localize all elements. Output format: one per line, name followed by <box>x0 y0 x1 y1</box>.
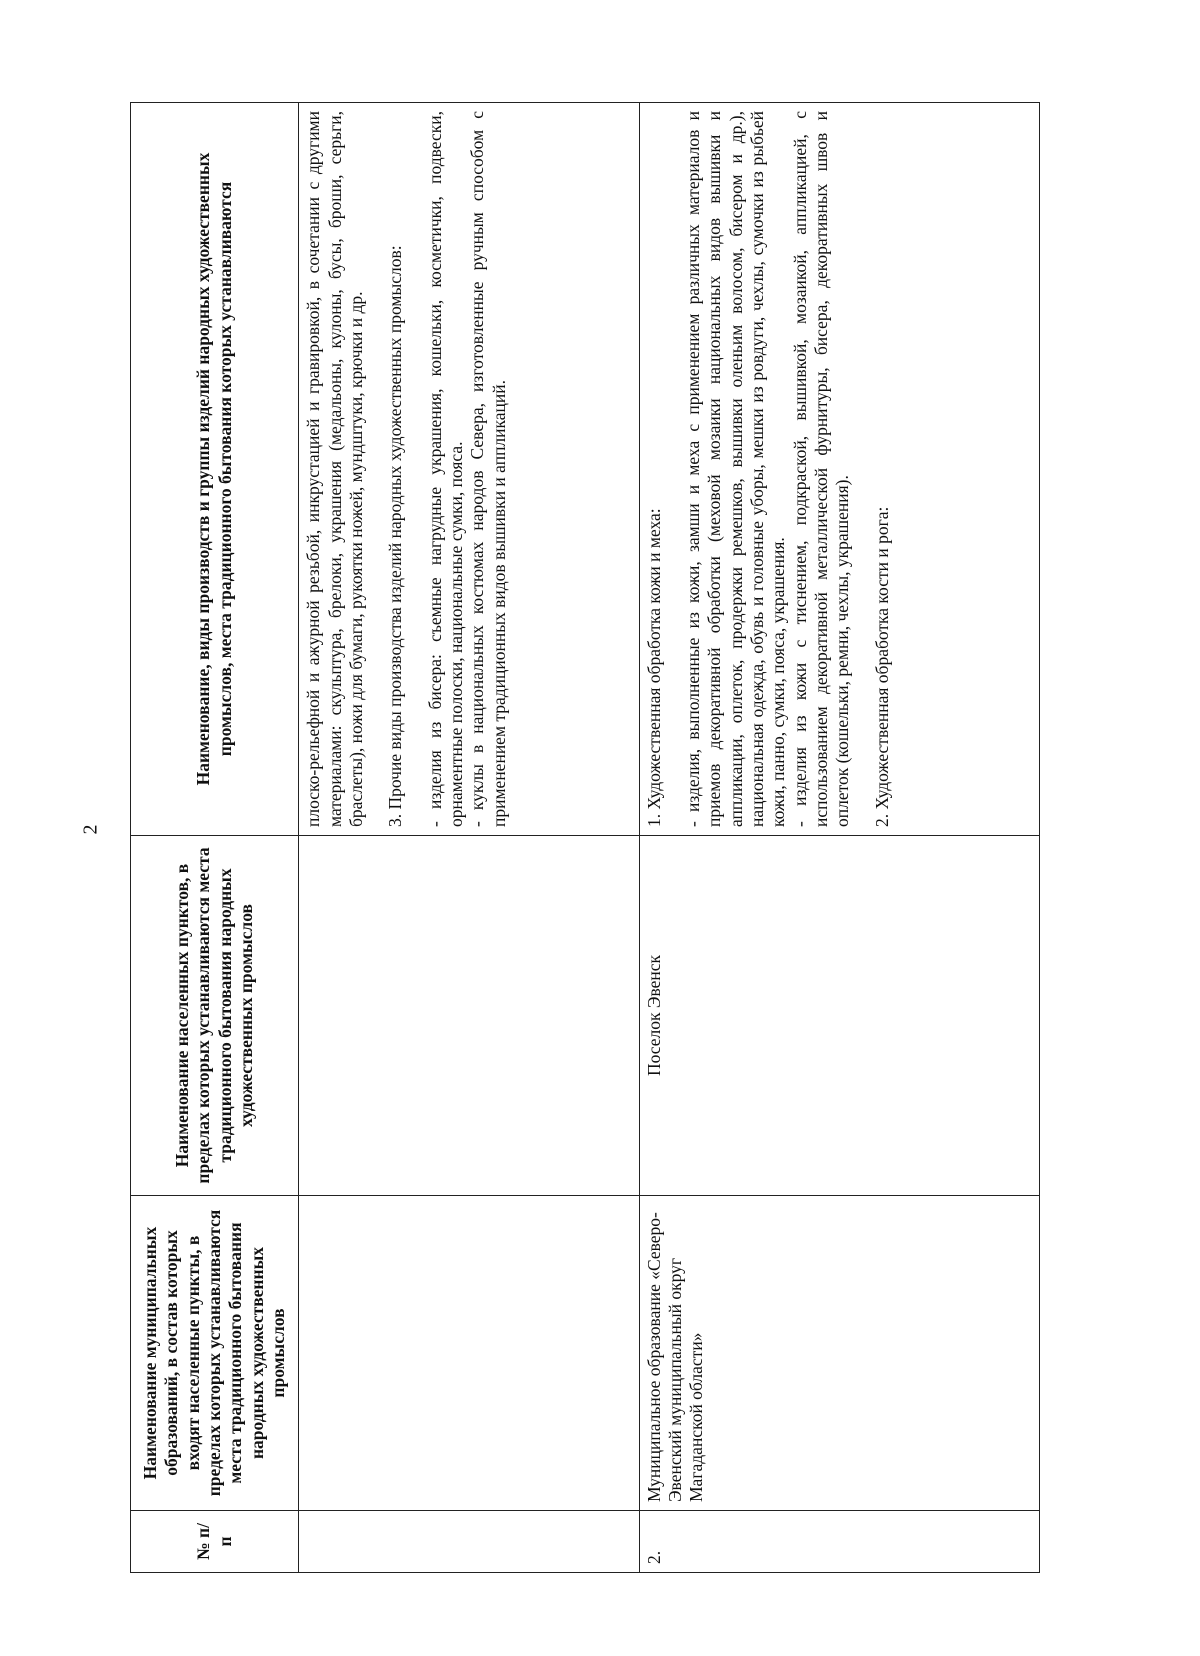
crafts-table <box>130 102 1040 1573</box>
row1-crafts-p2: 3. Прочие виды производства изделий народных художественных промыслов: <box>385 245 406 827</box>
table-row <box>639 103 1039 1573</box>
row1-crafts <box>299 103 639 836</box>
row2-crafts-p2: - изделия, выполненные из кожи, замши и меха с применением различных материалов и приемов декоративной обработки (меховой мозаики национальных видов вышивки и аппликации, оплеток, продержки ремешков, вышивки оленьим волосом, бисером и др.), национальная одежда, обувь и головные уборы, мешки из ровдуги, чехлы, сумочки из рыбьей кожи, панно, сумки, пояса, украшения. <box>682 111 789 827</box>
row1-settlement <box>299 836 639 1196</box>
row2-number: 2. <box>639 1511 1039 1573</box>
header-number: № п/п <box>131 1511 299 1573</box>
row1-crafts-p1: плоско-рельефной и ажурной резьбой, инкрустацией и гравировкой, в сочетании с другими материалами: скульптура, брелоки, украшения (медальоны, кулоны, бусы, броши, серьги, браслеты), ножи для бумаги, рукоятки ножей, мундштуки, крючки и др. <box>303 111 366 827</box>
row1-number <box>299 1511 639 1573</box>
row2-crafts-p3: - изделия из кожи с тиснением, подкраской, вышивкой, мозаикой, аппликацией, с использованием декоративной металлической фурнитуры, бисера, декоративных швов и оплеток (кошельки, ремни, чехлы, украшения). <box>789 111 853 827</box>
row2-crafts-p1: 1. Художественная обработка кожи и меха: <box>643 508 664 827</box>
header-crafts: Наименование, виды производств и группы изделий народных художественных промыслов, места традиционного бытования которых устанавливаются <box>131 103 299 836</box>
row2-crafts-p4: 2. Художественная обработка кости и рога: <box>871 506 892 827</box>
table-header-row <box>131 103 299 1573</box>
header-municipality: Наименование муниципальных образований, в состав которых входят населенные пункты, в пределах которых устанавливаются места традиционного бытования народных художественных промыслов <box>131 1196 299 1511</box>
row1-crafts-p4: - куклы в национальных костюмах народов Севера, изготовленные ручным способом с применением традиционных видов вышивки и аппликаций. <box>467 111 509 827</box>
row1-crafts-p3: - изделия из бисера: съемные нагрудные украшения, кошельки, косметички, подвески, орнаментные полоски, национальные сумки, пояса. <box>424 111 466 827</box>
row2-settlement: Поселок Эвенск <box>639 836 1039 1196</box>
row2-municipality: Муниципальное образование «Северо-Эвенский муниципальный округ Магаданской области» <box>639 1196 1039 1511</box>
table-row <box>299 103 639 1573</box>
row1-municipality <box>299 1196 639 1511</box>
rotated-table-container <box>130 103 1040 1573</box>
row2-crafts <box>639 103 1039 836</box>
header-settlement: Наименование населенных пунктов, в пределах которых устанавливаются места традиционного бытования народных художественных промыслов <box>131 836 299 1196</box>
page-number: 2 <box>79 824 102 835</box>
